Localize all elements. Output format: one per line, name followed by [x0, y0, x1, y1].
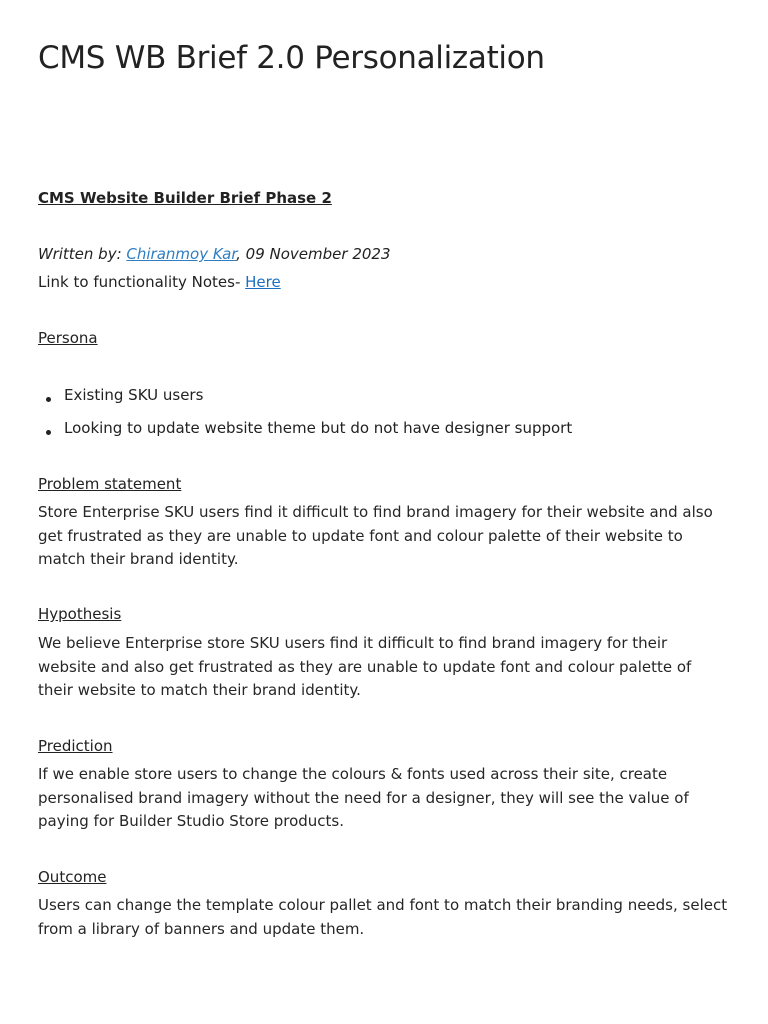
- bullet-icon: [46, 397, 51, 402]
- document-date: , 09 November 2023: [236, 245, 391, 263]
- prediction-text: If we enable store users to change the colours & fonts used across their site, create personalised brand imagery without the need for a designer, they will see the value of paying for Builder Studio Store products.: [38, 765, 689, 830]
- page-title: CMS WB Brief 2.0 Personalization: [38, 40, 545, 76]
- outcome-text: Users can change the template colour pallet and font to match their branding needs, select from a library of banners and update them.: [38, 896, 728, 938]
- problem-statement-heading: Problem statement: [38, 475, 182, 493]
- problem-statement-text: Store Enterprise SKU users find it difficult to find brand imagery for their website and also get frustrated as they are unable to update font and colour palette of their website to match their brand identity.: [38, 503, 713, 568]
- bullet-icon: [46, 430, 51, 435]
- hypothesis-text: We believe Enterprise store SKU users find it difficult to find brand imagery for their website and also get frustrated as they are unable to update font and colour palette of their website to match their brand identity.: [38, 634, 692, 699]
- list-item: [38, 417, 572, 450]
- functionality-notes-link[interactable]: Here: [245, 273, 281, 291]
- hypothesis-heading: Hypothesis: [38, 605, 122, 623]
- functionality-notes-line: [38, 273, 281, 291]
- author-link[interactable]: Chiranmoy Kar: [126, 245, 237, 263]
- prediction-heading: Prediction: [38, 737, 113, 755]
- functionality-notes-label: Link to functionality Notes-: [38, 273, 246, 291]
- persona-heading: Persona: [38, 329, 98, 347]
- written-by-label: Written by:: [38, 245, 127, 263]
- list-item: [38, 384, 572, 417]
- outcome-heading: Outcome: [38, 868, 107, 886]
- persona-list: [38, 384, 572, 450]
- author-line: [38, 245, 391, 263]
- persona-item-text: Looking to update website theme but do not have designer support: [64, 419, 573, 437]
- document-subtitle: CMS Website Builder Brief Phase 2: [38, 189, 332, 207]
- persona-item-text: Existing SKU users: [64, 386, 204, 404]
